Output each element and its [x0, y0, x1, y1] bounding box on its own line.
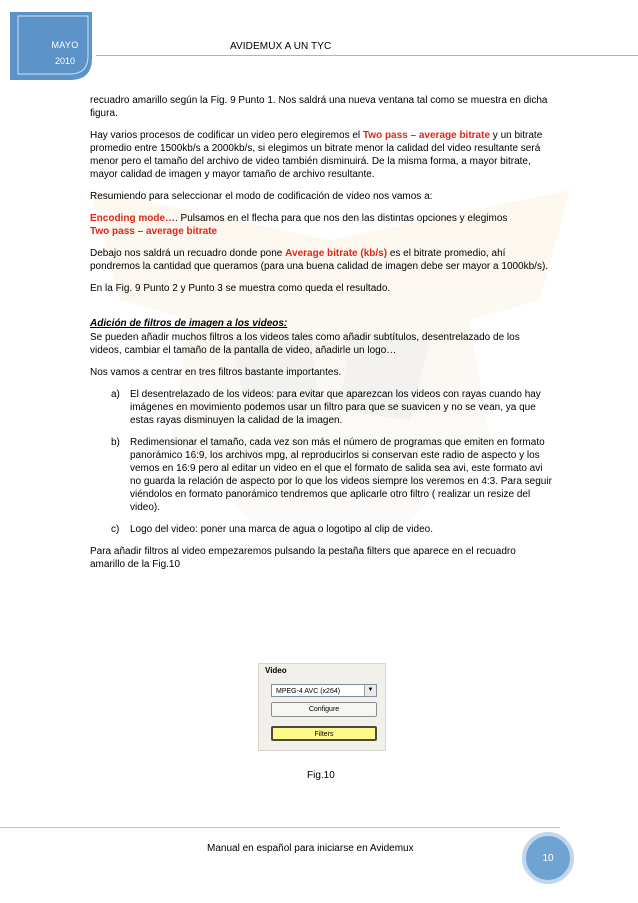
highlight-encoding-mode: Encoding mode… — [90, 213, 175, 224]
paragraph-4-middle: . Pulsamos en el flecha para que nos den las distintas opciones y elegimos — [175, 213, 508, 224]
figure-video-panel — [258, 663, 386, 751]
header-title: AVIDEMUX A UN TYC — [230, 41, 332, 52]
header-rule — [96, 55, 638, 56]
highlight-two-pass-option: Two pass – average bitrate — [90, 226, 218, 237]
list-marker: c) — [111, 524, 120, 535]
list-marker: b) — [111, 437, 120, 448]
paragraph-4 — [90, 212, 552, 238]
paragraph-5-end: es el bitrate promedio, ahí pondremos la cantidad que queramos (para una buena calidad de imagen debe ser mayor a 1000kb/s). — [90, 248, 549, 272]
section-heading: Adición de filtros de imagen a los videos: — [90, 318, 288, 329]
header-year: 2010 — [54, 56, 76, 66]
document-body — [90, 94, 552, 580]
paragraph-6: En la Fig. 9 Punto 2 y Punto 3 se muestra como queda el resultado. — [90, 283, 391, 294]
filters-button[interactable]: Filters — [271, 726, 377, 741]
list-item — [90, 388, 552, 427]
list-item — [90, 523, 552, 536]
highlight-average-bitrate: Average bitrate (kb/s) — [285, 248, 388, 259]
codec-select[interactable] — [271, 684, 377, 697]
list-item-text: Redimensionar el tamaño, cada vez son más el número de programas que emiten en formato panorámico 16:9, los archivos mpg, al reproducirlos si conservan este radio de aspecto y los vemos en 16:9 pero al editar un video en el que el formato de salida sea avi, este formato avi no guarda la relación de aspecto por lo que los videos siempre los veremos en 4:3. Para seguir viéndolos en formato panorámico tendremos que aplicarle otro filtro ( realizar un resize del video). — [130, 437, 552, 513]
paragraph-2-end: y un bitrate promedio entre 1500kb/s a 2000kb/s, si elegimos un bitrate menor la calidad del video resultante será menor pero el tamaño del archivo de video también disminuirá. De la misma forma, a mayor bitrate, mayor calidad de imagen y mayor tamaño de archivo resultante. — [90, 130, 543, 180]
paragraph-5-start: Debajo nos saldrá un recuadro donde pone — [90, 248, 286, 259]
paragraph-9: Para añadir filtros al video empezaremos pulsando la pestaña filters que aparece en el recuadro amarillo de la Fig.10 — [90, 546, 516, 570]
header-month: MAYO — [51, 40, 79, 50]
figure-caption: Fig.10 — [307, 770, 335, 781]
codec-select-value: MPEG-4 AVC (x264) — [276, 688, 341, 695]
paragraph-2 — [90, 129, 552, 181]
chevron-down-icon[interactable]: ▼ — [364, 685, 376, 696]
list-item-text: El desentrelazado de los videos: para evitar que aparezcan los videos con rayas cuando hay imágenes en movimiento podemos usar un filtro para que se suavicen y no se vean, ya que estas rayas disminuyen la calidad de la imagen. — [130, 389, 541, 426]
video-panel-title: Video — [265, 666, 287, 675]
paragraph-7: Se pueden añadir muchos filtros a los videos tales como añadir subtítulos, desentrelazado de los videos, cambiar el tamaño de la pantalla de video, añadirle un logo… — [90, 332, 520, 356]
paragraph-5 — [90, 247, 552, 273]
footer-rule — [0, 827, 560, 828]
paragraph-1: recuadro amarillo según la Fig. 9 Punto 1. Nos saldrá una nueva ventana tal como se muestra en dicha figura. — [90, 95, 548, 119]
paragraph-2-start: Hay varios procesos de codificar un video pero elegiremos el — [90, 130, 363, 141]
page-number: 10 — [542, 853, 554, 864]
list-item-text: Logo del video: poner una marca de agua o logotipo al clip de video. — [130, 524, 433, 535]
footer-text: Manual en español para iniciarse en Avidemux — [207, 843, 414, 854]
list-marker: a) — [111, 389, 120, 400]
highlight-two-pass: Two pass – average bitrate — [362, 130, 491, 141]
paragraph-8: Nos vamos a centrar en tres filtros bastante importantes. — [90, 367, 342, 378]
list-item — [90, 436, 552, 514]
configure-button[interactable]: Configure — [271, 702, 377, 717]
paragraph-3: Resumiendo para seleccionar el modo de codificación de video nos vamos a: — [90, 191, 433, 202]
